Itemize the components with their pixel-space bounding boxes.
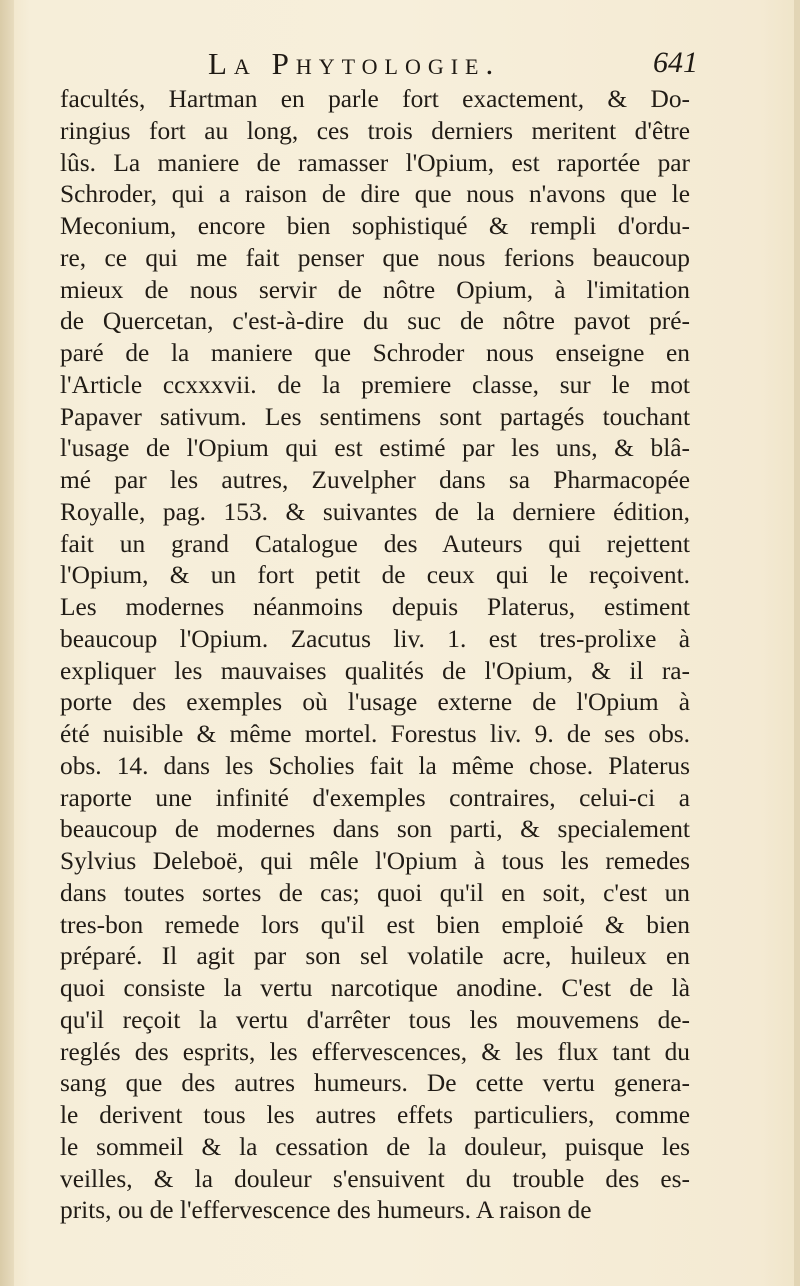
text-line: le sommeil & la cessation de la douleur, puisque les bbox=[60, 1132, 690, 1161]
text-line: dans toutes sortes de cas; quoi qu'il en soit, c'est un bbox=[60, 878, 690, 907]
text-line: expliquer les mauvaises qualités de l'Opium, & il ra- bbox=[60, 656, 690, 685]
text-line: de Quercetan, c'est-à-dire du suc de nôtre pavot pré- bbox=[60, 307, 690, 336]
text-line: beaucoup l'Opium. Zacutus liv. 1. est tres-prolixe à bbox=[60, 624, 690, 653]
text-line: l'Article ccxxxvii. de la premiere classe, sur le mot bbox=[60, 370, 690, 399]
text-line: l'Opium, & un fort petit de ceux qui le reçoivent. bbox=[60, 561, 690, 590]
text-line: sang que des autres humeurs. De cette vertu genera- bbox=[60, 1069, 690, 1098]
text-line: Meconium, encore bien sophistiqué & rempli d'ordu- bbox=[60, 212, 690, 240]
text-line: fait un grand Catalogue des Auteurs qui rejettent bbox=[60, 529, 690, 558]
text-line: été nuisible & même mortel. Forestus liv. 9. de ses obs. bbox=[60, 720, 690, 748]
text-line: qu'il reçoit la vertu d'arrêter tous les mouvemens de- bbox=[60, 1005, 690, 1034]
text-line: obs. 14. dans les Scholies fait la même chose. Platerus bbox=[60, 751, 690, 780]
text-line: prits, ou de l'effervescence des humeurs. A raison de bbox=[60, 1196, 592, 1225]
text-line: quoi consiste la vertu narcotique anodine. C'est de là bbox=[60, 974, 690, 1002]
text-line: Les modernes néanmoins depuis Platerus, estiment bbox=[60, 593, 690, 621]
running-title: La Phytologie. bbox=[208, 46, 501, 81]
text-line: veilles, & la douleur s'ensuivent du trouble des es- bbox=[60, 1164, 690, 1193]
text-line: raporte une infinité d'exemples contraires, celui-ci a bbox=[60, 783, 690, 812]
text-line: reglés des esprits, les effervescences, & les flux tant du bbox=[60, 1037, 690, 1066]
text-line: lûs. La maniere de ramasser l'Opium, est raportée par bbox=[60, 148, 690, 177]
text-line: mé par les autres, Zuvelpher dans sa Pharmacopée bbox=[60, 466, 690, 494]
text-line: Schroder, qui a raison de dire que nous n'avons que le bbox=[60, 180, 690, 209]
page-edge bbox=[794, 0, 800, 1286]
text-line: beaucoup de modernes dans son parti, & specialement bbox=[60, 815, 690, 844]
text-line: facultés, Hartman en parle fort exactement, & Do- bbox=[60, 85, 690, 113]
body-text bbox=[60, 84, 690, 1227]
text-line: mieux de nous servir de nôtre Opium, à l'imitation bbox=[60, 275, 690, 304]
text-line: porte des exemples où l'usage externe de l'Opium à bbox=[60, 688, 690, 717]
text-line: re, ce qui me fait penser que nous ferions beaucoup bbox=[60, 243, 690, 272]
text-line: le derivent tous les autres effets particuliers, comme bbox=[60, 1101, 690, 1129]
text-line: ringius fort au long, ces trois derniers meritent d'être bbox=[60, 116, 690, 145]
page-number: 641 bbox=[653, 46, 698, 79]
text-line: Papaver sativum. Les sentimens sont partagés touchant bbox=[60, 402, 690, 431]
text-line: paré de la maniere que Schroder nous enseigne en bbox=[60, 339, 690, 367]
binding-gutter bbox=[0, 0, 14, 1286]
text-line: Royalle, pag. 153. & suivantes de la derniere édition, bbox=[60, 497, 690, 526]
running-header bbox=[60, 46, 710, 86]
text-line: préparé. Il agit par son sel volatile acre, huileux en bbox=[60, 942, 690, 971]
text-line: tres-bon remede lors qu'il est bien emploié & bien bbox=[60, 910, 690, 939]
text-line: Sylvius Deleboë, qui mêle l'Opium à tous les remedes bbox=[60, 847, 690, 875]
text-line: l'usage de l'Opium qui est estimé par les uns, & blâ- bbox=[60, 434, 690, 463]
